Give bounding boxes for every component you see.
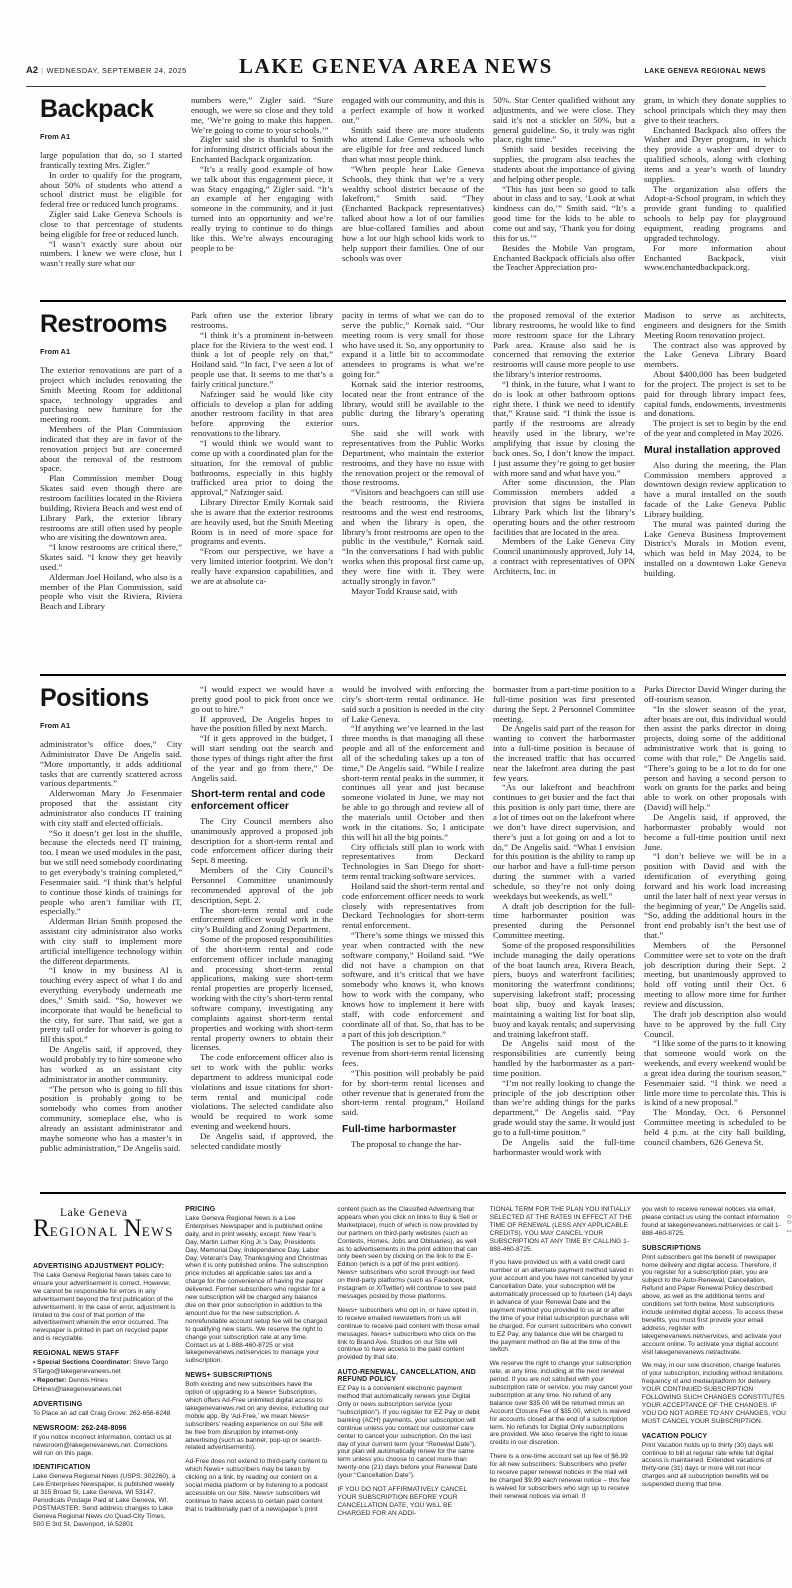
paragraph: Smith said besides receiving the supplies, the program also teaches the students about the importance of giving and helping other people.: [493, 144, 635, 184]
paragraph: Kornak said the interior restrooms, located near the front entrance of the library, would still be available to the public during the library’s operating ours.: [342, 378, 484, 429]
paragraph: Also during the meeting, the Plan Commission members approved a downtown design review application to have a mural installed on the south facade of the Lake Geneva Public Library building.: [644, 459, 786, 519]
column-text: [40, 151, 182, 269]
column-text: [342, 685, 484, 1150]
article-headline: Backpack: [40, 96, 154, 123]
paragraph: De Angelis said part of the reason for wanting to convert the harbormaster into a full-time position is because of the increased traffic that has occurred near the lakefront area during the past few years.: [493, 723, 635, 783]
paragraph: administrator’s office does,” City Administrator Dave De Angelis said. “More importantly, it adds additional tasks that are currently scattered across various departments.”: [40, 739, 182, 789]
paragraph: City officials still plan to work with representatives from Deckard Technologies in San Diego for short-term rental tracking software services.: [342, 841, 484, 882]
column-text: [191, 685, 333, 1152]
paragraph: Smith said there are more students who attend Lake Geneva schools who are eligible for free and reduced lunch than what most people think.: [342, 124, 484, 165]
fine-print: [642, 1206, 786, 1489]
section-divider: [40, 1192, 786, 1194]
staff-line: • Reporter: Dennis Hines: [33, 1376, 108, 1384]
paragraph: There is a one-time account set up fee of $6.99 for all new subscribers. Subscribers who prefer to receive paper renewal notices in the mail will be charged $9.99 each renewal notice – this fee is waived for subscribers who sign up to receive their renewal notices via email. If: [489, 1453, 631, 1500]
paragraph: Zigler said Lake Geneva Schools is close to that percentage of students being eligible for free or reduced lunch.: [40, 209, 182, 239]
article-column: [644, 311, 786, 667]
paragraph: “As our lakefront and beachfront continues to get busier and the fact that this position is only part time, there are a lot of times out on the lakefront where we don’t have direct supervision, and there’s just a lot going on and a lot to do,” De Angelis said. “What I envision for this position is the ability to ramp up our harbor and have a full-time person during the summer with a varied schedule, so they’re not only doing weekdays but weekends, as well.”: [493, 782, 635, 901]
article-column: [493, 96, 635, 293]
paragraph: The contract also was approved by the Lake Geneva Library Board members.: [644, 339, 786, 370]
paragraph: We reserve the right to change your subscription rate, at any time, including at the next renewal period. If you are not satisfied with your subscription rate or service, you may cancel your subscription at any time. No refund of any balance over $35.00 will be returned minus an Account Closure Fee of $35.00, which is waived for accounts closed at the end of a subscription term. No refunds for Digital Only subscriptions are provided. We also reserve the right to issue credits in our discretion.: [489, 1360, 633, 1447]
article-column: [40, 96, 182, 293]
paragraph: The draft job description also would have to be approved by the full City Council.: [644, 1008, 786, 1039]
article-column: [493, 311, 635, 667]
article-column: [342, 311, 484, 667]
paragraph: De Angelis said, if approved, they would probably try to hire someone who has worked as an assistant city administrator in another community.: [40, 1044, 182, 1084]
paragraph: “This position will probably be paid for by short-term rental licenses and other revenue that is generated from the short-term rental program,” Hoiland said.: [342, 1067, 484, 1118]
masthead-column: [490, 1206, 634, 1584]
paragraph: Alderman Joel Hoiland, who also is a member of the Plan Commission, said people who visit the Riviera, Riviera Beach and Library: [40, 571, 182, 612]
paragraph: content (such as the Classified Advertising that appears when you click on links to Buy & Sell or Marketplace), much of which is now provided by our partners on third-party websites (such as Contests, Homes, Jobs and Obituaries), as well as to advertisements in the print edition that can only been seen by clicking on the link to the E-Edition (which is a pdf of the print edition). News+ subscribers who scroll through our feed on third-party platforms (such as Facebook, Instagram or X/Twitter) will continue to see paid messages posted by those platforms.: [337, 1206, 478, 1300]
paragraph: “I would think we would want to come up with a coordinated plan for the situation, for the removal of public bathrooms, especially in this highly trafficked area prior to doing the approval,” Nafzinger said.: [191, 437, 333, 498]
paragraph: Parks Director David Winger during the off-tourism season.: [644, 684, 786, 704]
logo-lake-geneva: Lake Geneva: [60, 1207, 128, 1219]
subhead: ADVERTISING ADJUSTMENT POLICY:: [33, 1263, 165, 1270]
column-text: [644, 96, 786, 273]
column-text: [342, 311, 484, 596]
paragraph: “I would expect we would have a pretty good pool to pick from once we go out to hire.”: [191, 684, 333, 714]
paragraph: 50%. Star Center qualified without any adjustments, and we were close. They said it’s not a stickler on 50%, but a general guideline. So, it truly was right place, right time.”: [493, 96, 635, 145]
paragraph: Members of the Plan Commission indicated that they are in favor of the renovation project but are concerned about the removal of the restroom space.: [40, 424, 182, 474]
paragraph: The short-term rental and code enforcement officer would work in the city’s Building and Zoning Department.: [191, 904, 333, 935]
paragraph: gram, in which they donate supplies to school principals which they may then give to their teachers.: [644, 96, 786, 125]
folio-separator: |: [41, 66, 44, 75]
paragraph: Some of the proposed responsibilities include managing the daily operations of the boat launch area, Rivera Beach, piers, buoys and waterfront facilities; monitoring the waterfront conditions; supervising lakefront staff; processing boat slip, buoy and kayak leases; maintaining a waiting list for boat slip, buoy and kayak rentals; and supervising and training lakefront staff.: [493, 939, 635, 1039]
paragraph: “It’s a really good example of how we talk about this engagement piece, it was Stacy engaging,” Zigler said. “It’s an example of her engaging with someone in the community, and it just turned into an opportunity and we’re really trying to continue to do things like this. We’re always encouraging people to be: [191, 163, 333, 253]
paragraph: “I think, in the future, what I want to do is look at other bathroom options right there. I think we need to identify that,” Krause said. “I think the issue is partly if the restrooms are already heavily used in the library, we’re amplifying that issue by closing the back ones. So, I don’t know the impact. I just assume they’re going to get busier with more sand and what have you.”: [493, 378, 635, 478]
paragraph: “I don’t believe we will be in a position with David and with the identification of everything going forward and his work load increasing until the later half of next year versus in the beginning of year,” De Angelis said. “So, adding the additional hours in the front end probably isn’t the best use of that.”: [644, 851, 786, 941]
article-column: [40, 311, 182, 667]
subhead: SUBSCRIPTIONS: [641, 1244, 702, 1252]
paragraph: Members of the City Council’s Personnel Committee unanimously recommended approval of the job description, Sept. 2.: [191, 865, 333, 905]
paragraph: Nafzinger said he would like city officials to develop a plan for adding another restroom facility in that area before approving the exterior renovations to the library.: [191, 388, 333, 439]
fine-print: [337, 1206, 481, 1518]
article-column: [342, 96, 484, 293]
paragraph: The code enforcement officer also is set to work with the public works department to address municipal code violations and issue citations for short-term rental and municipal code violations. The selected candidate also would be required to work some evening and weekend hours.: [191, 1052, 333, 1132]
staff-line: • Special Sections Coordinator: Steve Targo: [33, 1359, 169, 1367]
column-text: [493, 311, 635, 577]
paragraph: The City Council members also unanimously approved a proposed job description for a short-term rental and code enforcement officer during their Sept. 8 meeting.: [191, 815, 333, 866]
article-column: [644, 96, 786, 293]
paragraph: Hoiland said the short-term rental and code enforcement officer needs to work closely with representatives from Deckard Technologies for short-term rental enforcement.: [342, 880, 484, 931]
paragraph: “I know in my business AI is touching every aspect of what I do and everything everybody underneath me does,” Smith said. “So, however we incorporate that would be beneficial to the city, for sure. That said, we got a pretty tall order for whoever is going to fill this spot.”: [40, 965, 182, 1045]
paragraph: would be involved with enforcing the city’s short-term rental ordinance. He said such a position is needed in the city of Lake Geneva.: [342, 684, 484, 724]
paragraph: Ad-Free does not extend to third-party content to which News+ subscribers may be taken by clicking on a link, by reading our content on a social media platform or by listening to a podcast accessible on our Site. News+ subscribers will continue to have access to certain paid content that is traditionally part of a newspaper’s print: [185, 1458, 328, 1513]
paragraph: If you have provided us with a valid credit card number or an alternate payment method saved in your account and you have not cancelled by your Cancellation Date, your subscription will be automatically processed up to fourteen (14) days in advance of your Renewal Date and the payment method you provided to us at or after the time of your initial subscription purchase will be charged. For current subscribers who convert to EZ Pay, any balance due will be charged to the payment method on file at the time of the switch.: [489, 1259, 634, 1354]
paragraph: “If it gets approved in the budget, I will start sending out the search and those types of things right after the first of the year and go from there,” De Angelis said.: [191, 733, 333, 783]
paragraph: Park often use the exterior library restrooms.: [191, 310, 333, 330]
masthead-column: [642, 1206, 786, 1584]
regional-news-logo: [33, 1207, 177, 1255]
paragraph: The organization also offers the Adopt-a-School program, in which they provide grant funding to qualified schools to help pay for playground equipment, reading programs and upgraded technology.: [644, 183, 786, 243]
article-headline: Restrooms: [40, 310, 167, 338]
page-number: A2: [26, 65, 39, 76]
paragraph: A draft job description for the full-time harbormaster position was presented during the Personnel Committee meeting.: [493, 900, 635, 941]
paragraph: “I wasn’t exactly sure about our numbers. I knew we were close, but I wasn’t really sure what our: [40, 238, 182, 269]
article-kicker: From A1: [40, 721, 71, 730]
paragraph: “When people hear Lake Geneva Schools, they think that we’re a very wealthy school district because of the lakefront,” Smith said. “They (Enchanted Backpack representatives) talked about how a lot of our families are blue-collared families and about how a lot our high school kids work to help support their families. One of our schools was over: [342, 163, 484, 263]
paragraph: “I like some of the parts to it knowing that someone would work on the weekends, and every weekend would be a great idea during the tourism season,” Fesenmaier said. “I think we need a little more time to percolate this. This is is kind of a new proposal.”: [644, 1038, 786, 1108]
paragraph: The mural was painted during the Lake Geneva Business Improvement District’s Murals in Motion event, which was held in May 2024, to be installed on a downtown Lake Geneva building.: [644, 518, 786, 578]
column-text: [191, 311, 333, 587]
paragraph: News+ subscribers who opt in, or have opted in, to receive emailed newsletters from us will continue to receive paid content with those email messages. News+ subscribers who click on the link to Brand Ave. Studios on our Site will continue to have access to the paid content provided by that site.: [337, 1306, 480, 1362]
column-text: [40, 740, 182, 1153]
fine-print: [490, 1206, 634, 1501]
paragraph: De Angelis said, if approved, the selected candidate mostly: [191, 1130, 333, 1151]
paragraph: The exterior renovations are part of a project which includes renovating the Smith Meeting Room for additional space, technology upgrades and purchasing new furniture for the meeting room.: [40, 365, 182, 425]
paragraph: “Visitors and beachgoers can still use the beach restrooms, the Riviera restrooms and the west end restrooms, and when the library is open, the library’s front restrooms are open to the public in the vestibule,” Kornak said. “In the conversations I had with public works when this proposal first came up, they were fine with it. They were actually strongly in favor.”: [342, 487, 484, 586]
article-column: [191, 311, 333, 667]
paragraph: De Angelis said the full-time harbormaster would work with: [493, 1136, 635, 1157]
masthead-column: [185, 1206, 329, 1584]
column-text: [644, 311, 786, 579]
paragraph: engaged with our community, and this is a perfect example of how it worked out.”: [342, 96, 484, 125]
article-column: [493, 685, 635, 1185]
paragraph: If you notice incorrect information, contact us at newsroom@lakegenevanews.net. Corrections will run on this page.: [33, 1433, 172, 1457]
paragraph: If approved, De Angelis hopes to have the position filled by next March.: [191, 713, 333, 734]
paragraph: Members of the Lake Geneva City Council unanimously approved, July 14, a contract with representatives of OPN Architects, Inc. in: [493, 536, 635, 576]
paragraph: We may, in our sole discretion, change features of your subscription, including without limitations frequency of and media/platform for delivery. YOUR CONTINUED SUBSCRIPTION FOLLOWING SUCH CHANGES CONSTITUTES YOUR ACCEPTANCE OF THE CHANGES. IF YOU DO NOT AGREE TO ANY CHANGES, YOU MUST CANCEL YOUR SUBSCRIPTION.: [641, 1362, 786, 1425]
paragraph: “In the slower season of the year, after boats are out, this individual would then assist the parks director in doing projects, doing some of the additional administrative work that is going to come with that role,” De Angelis said. “There’s going to be a lot to do for one person and having a second person to work on grants for the parks and being able to work on other proposals with (David) will help.”: [644, 703, 786, 813]
subhead: VACATION POLICY: [641, 1432, 708, 1440]
column-text: [493, 96, 635, 273]
paragraph: “I know restrooms are critical there,” Skates said. “I know they get heavily used.”: [40, 542, 182, 572]
article-headline: Positions: [40, 684, 149, 712]
page-header: [26, 0, 766, 87]
paragraph: About $400,000 has been budgeted for the project. The project is set to be paid for through library impact fees, capital funds, endowments, investments and donations.: [644, 369, 786, 419]
paragraph: Both existing and new subscribers have the option of upgrading to a News+ Subscription, which offers Ad-Free unlimited digital access to lakegenevanews.net on any device, including our mobile app. By ‘Ad-Free,’ we mean News+ subscribers’ reading experience on our Site will be free from disruption by internet-only advertising (such as banner, pop-up or search-related advertisements).: [185, 1381, 329, 1452]
paragraph: The proposal to change the har-: [351, 1138, 462, 1149]
subhead: PRICING: [185, 1206, 216, 1213]
paragraph: Lake Geneva Regional News is a Lee Enterprises Newspaper and is published online daily, and in print weekly, except: New Year’s Day, Martin Luther King Jr.’s Day, Presidents Day, Memorial Day, Independence Day, Labor Day, Veteran’s Day, Thanksgiving and Christmas when it is only published online. The subscription price includes all applicable sales tax and a charge for the convenience of having the paper delivered. Former subscribers who register for a new subscription will be charged any balance due on their prior subscription in addition to the amount due for the new subscription. A nonrefundable account setup fee will be charged to qualifying new starts. We reserve the right to change your subscription rate at any time. Contact us at 1-888-460-8725 or visit lakegenevanews.net/services to manage your subscription.: [185, 1215, 329, 1365]
article-restrooms: [40, 302, 786, 667]
article-column: [191, 685, 333, 1185]
paragraph: The position is set to be paid for with revenue from short-term rental licensing fees.: [342, 1038, 484, 1069]
paragraph: The Lake Geneva Regional News takes care to ensure your advertisement is correct. However, we cannot be responsible for errors in any advertisement beyond the first publication of the advertisement. In the case of error, adjustment is limited to the cost of that portion of the advertisement wherein the error occurred. The newspaper is printed in part on recycled paper and is recyclable.: [33, 1272, 176, 1343]
subhead: Full-time harbormaster: [342, 1123, 457, 1136]
paragraph: “There’s some things we missed this year when contracted with the new software company,” Hoiland said. “We did not have a champion on that software, and it’s critical that we have somebody who knows it, who knows how to work with the company, who knows how to implement it here with staff, with code enforcement and coordinate all of that. So, that has to be a part of this job description.”: [342, 930, 484, 1039]
paragraph: She said she will work with representatives from the Public Works Department, who maintain the exterior restrooms, and they have no issue with the renovation project or the removal of those restrooms.: [342, 428, 484, 488]
paragraph: Besides the Mobile Van program, Enchanted Backpack officials also offer the Teacher Appreciation pro-: [493, 242, 635, 273]
paragraph: TIONAL TERM FOR THE PLAN YOU INITIALLY SELECTED AT THE RATES IN EFFECT AT THE TIME OF RENEWAL (LESS ANY APPLICABLE CREDITS). YOU MAY CANCEL YOUR SUBSCRIPTION AT ANY TIME BY CALLING 1-888-460-8725.: [489, 1206, 632, 1253]
masthead-column: [33, 1206, 177, 1584]
masthead: [33, 1206, 786, 1584]
column-text: [191, 96, 333, 254]
paragraph: the proposed removal of the exterior library restrooms, he would like to find more restroom space for the Library Park area. Krause also said he is concerned that removing the exterior restrooms will cause more people to use the library’s interior restrooms.: [493, 310, 635, 380]
fine-print: [185, 1206, 329, 1514]
subhead: ADVERTISING: [33, 1400, 83, 1408]
paragraph: Members of the Personnel Committee were set to vote on the draft job description during their Sept. 2 meeting, but unanimously approved to hold off voting until their Oct. 6 meeting to allow more time for further review and discussion.: [644, 939, 786, 1009]
paragraph: De Angelis said, if approved, the harbormaster probably would not become a full-time position until next June.: [644, 811, 786, 852]
paragraph: Madison to serve as architects, engineers and designers for the Smith Meeting Room renovation project.: [644, 310, 786, 340]
subhead: Mural installation approved: [644, 443, 781, 456]
subhead: IDENTIFICATION: [33, 1464, 91, 1472]
article-column: [342, 685, 484, 1185]
paragraph: Enchanted Backpack also offers the Washer and Dryer program, in which they provide a washer and dryer to qualified schools, along with clothing items and a year’s worth of laundry supplies.: [644, 124, 786, 184]
article-column: [644, 685, 786, 1185]
paragraph: “I think it’s a prominent in-between place for the Riviera to the west end. I think a lot of people rely on that,” Hoiland said. “In fact, I’ve seen a lot of people use that. It seems to me that’s a fairly critical juncture.”: [191, 329, 333, 389]
paragraph: EZ Pay is a convenient electronic payment method that automatically renews your Digital Only or news subscription service (your “subscription”). If you register for EZ Pay or debit banking (ACH) payments, your subscription will continue unless you contact our customer care center to cancel your subscription. On the last day of your current term (your “Renewal Date”), your plan will automatically renew for the same term unless you choose to cancel more than twenty-one (21) days before your Renewal Date (your “Cancellation Date”).: [337, 1385, 480, 1480]
column-text: [342, 96, 484, 263]
paragraph: For more information about Enchanted Backpack, visit www.enchantedbackpack.org.: [644, 242, 786, 273]
paragraph: Print Vacation holds up to thirty (30) days will continue to bill at regular rate while full digital access is maintained. Extended vacations of thirty-one (31) days or more will not incur charges and all subscription benefits will be suspended during that time.: [641, 1441, 774, 1489]
section-title: LAKE GENEVA AREA NEWS: [239, 54, 553, 78]
column-text: [40, 366, 182, 612]
subhead: AUTO-RENEWAL, CANCELLATION, AND REFUND POLICY: [337, 1369, 476, 1384]
publication-name: LAKE GENEVA REGIONAL NEWS: [644, 68, 766, 75]
paragraph: Mayor Todd Krause said, with: [351, 585, 458, 596]
folio-line: [26, 65, 239, 76]
subhead: REGIONAL NEWS STAFF: [33, 1350, 120, 1358]
column-text: [644, 685, 786, 1148]
paragraph: “If anything we’ve learned in the last three months is that managing all these people and all of the enforcement and all of the scheduling takes up a ton of time,” De Angelis said. “While I realize short-term rental peaks in the summer, it continues all year and just because someone violated in June, we may not be able to go through and review all of the materials until October and then work in the citations. So, I anticipate this will hit all the big points.”: [342, 723, 484, 842]
paragraph: “The person who is going to fill this position is probably going to be somebody who comes from another community, someplace else, who is already an assistant administrator and maybe someone who has a master’s in public administration,” De Angelis said.: [40, 1083, 182, 1153]
paragraph: After some discussion, the Plan Commission members added a provision that signs be installed in Library Park which list the library’s operating hours and the other restroom facilities that are located in the area.: [493, 477, 635, 537]
paragraph: Zigler said she is thankful to Smith for informing district officials about the Enchanted Backpack organization.: [191, 134, 333, 165]
subhead: Short-term rental and code enforcement officer: [191, 788, 326, 813]
article-kicker: From A1: [40, 132, 71, 141]
paragraph: “I’m not really looking to change the principle of the job description other than we’re adding things for the parks department,” De Angelis said. “Pay grade would stay the same. It would just go to a full-time position.”: [493, 1077, 635, 1137]
paragraph: pacity in terms of what we can do to serve the public,” Kornak said. “Our meeting room is very small for those who have used it. So, any opportunity to expand it a little bit to accommodate attendees to programs is what we’re going for.”: [342, 310, 484, 380]
fine-print: [33, 1263, 177, 1529]
paragraph: you wish to receive renewal notices via email, please contact us using the contact information found at lakegenevanews.net/services or call 1-888-460-8725.: [641, 1206, 781, 1237]
articles-region: [40, 96, 786, 1194]
logo-regional-news: REGIONAL NEWS: [33, 1215, 174, 1242]
paragraph: The Monday, Oct. 6 Personnel Committee meeting is scheduled to be held 4 p.m. at the city hall building, council chambers, 626 Geneva St.: [644, 1107, 786, 1147]
paragraph: numbers were,” Zigler said. “Sure enough, we were so close and they told me, ‘We’re going to make this happen. We’re going to come to your schools.’”: [191, 96, 333, 135]
page-date: WEDNESDAY, SEPTEMBER 24, 2025: [46, 66, 187, 75]
paragraph: Plan Commission member Doug Skates said even though there are restroom facilities located in the Riviera building, Riviera Beach and west end of Library Park, the exterior library restrooms are still often used by people who are visiting the downtown area.: [40, 473, 182, 543]
paragraph: Some of the proposed responsibilities of the short-term rental and code enforcement officer include managing and processing short-term rental applications, making sure short-term rental properties are properly licensed, working with the city’s short-term rental software company, investigating any complaints against short-term rental properties and working with short-term rental property owners to obtain their licenses.: [191, 934, 333, 1053]
paragraph: bormaster from a part-time position to a full-time position was first presented during the Sept. 2 Personnel Committee meeting.: [493, 684, 635, 724]
paragraph: Alderwoman Mary Jo Fesenmaier proposed that the assistant city administrator also conducts IT training with city staff and elected officials.: [40, 788, 182, 828]
paragraph: “So it doesn’t get lost in the shuffle, because the electeds need IT training, too. I mean we used modules in the past, but we still need somebody coordinating to get everybody’s training completed,” Fesenmaier said. “I think that’s helpful to continue those kinds of trainings for people who aren’t familiar with IT, especially.”: [40, 827, 182, 917]
paragraph: Library Director Emily Kornak said she is aware that the exterior restrooms are heavily used, but the Smith Meeting Room is in need of more space for programs and events.: [191, 497, 333, 547]
paragraph: De Angelis said most of the responsibilities are currently being handled by the harbormaster as a part-time position.: [493, 1038, 635, 1078]
paragraph: The project is set to begin by the end of the year and completed in May 2026.: [644, 418, 786, 439]
article-column: [191, 96, 333, 293]
press-edge-mark: 00 1: [785, 1215, 791, 1235]
article-backpack: [40, 96, 786, 293]
paragraph: To Place an ad call Craig Grove: 262-656-6248: [33, 1409, 171, 1417]
subhead: NEWSROOM: 262-248-8096: [33, 1424, 127, 1432]
contact-line: DHines@lakegenevanews.net: [33, 1385, 122, 1393]
paragraph: IF YOU DO NOT AFFIRMATIVELY CANCEL YOUR SUBSCRIPTION BEFORE YOUR CANCELLATION DATE, YOU WILL BE CHARGED FOR AN ADDI-: [337, 1486, 467, 1517]
article-column: [40, 685, 182, 1185]
paragraph: Lake Geneva Regional News (USPS: 302260), a Lee Enterprises Newspaper, is published weekly at 315 Broad St, Lake Geneva, WI 53147. Periodicals Postage Paid at Lake Geneva, WI. POSTMASTER: Send address changes to Lake Geneva Regional News c/o Quad-City Times, 500 E 3rd St, Davenport, IA 52801: [33, 1473, 176, 1528]
contact-line: STargo@lakegenevanews.net: [33, 1368, 121, 1376]
paragraph: Alderman Brian Smith proposed the assistant city administrator also works with city staff to implement more artificial intelligence technology within the different departments.: [40, 916, 182, 966]
paragraph: “From our perspective, we have a very limited interior footprint. We don’t really have expansion capabilities, and we are at absolute ca-: [191, 546, 333, 586]
masthead-column: [337, 1206, 481, 1584]
paragraph: Print subscribers get the benefit of newspaper home delivery and digital access. Therefore, if you register for a subscription plan, you are subject to the Auto-Renewal, Cancellation, Refund and Paper Renewal Policy described above, as well as the additional terms and conditions set forth below. Most subscriptions include unlimited digital access. To access these benefits, you must first provide your email address, register with lakegenevanews.net/services, and activate your account online. To activate your digital account visit lakegenevanews.net/activate.: [641, 1253, 784, 1356]
article-positions: [40, 676, 786, 1185]
column-text: [493, 685, 635, 1158]
article-kicker: From A1: [40, 347, 71, 356]
paragraph: large population that do, so I started frantically texting Mrs. Zigler.”: [40, 150, 182, 170]
subhead: NEWS+ SUBSCRIPTIONS: [185, 1372, 273, 1380]
paragraph: “This has just been so good to talk about in class and to say, ‘Look at what kindness can do,’” Smith said. “It’s a good time for the kids to be able to come out and say, ‘Thank you for doing this for us.’”: [493, 183, 635, 243]
paragraph: In order to qualify for the program, about 50% of students who attend a school district must be eligible for federal free or reduced lunch programs.: [40, 169, 182, 210]
